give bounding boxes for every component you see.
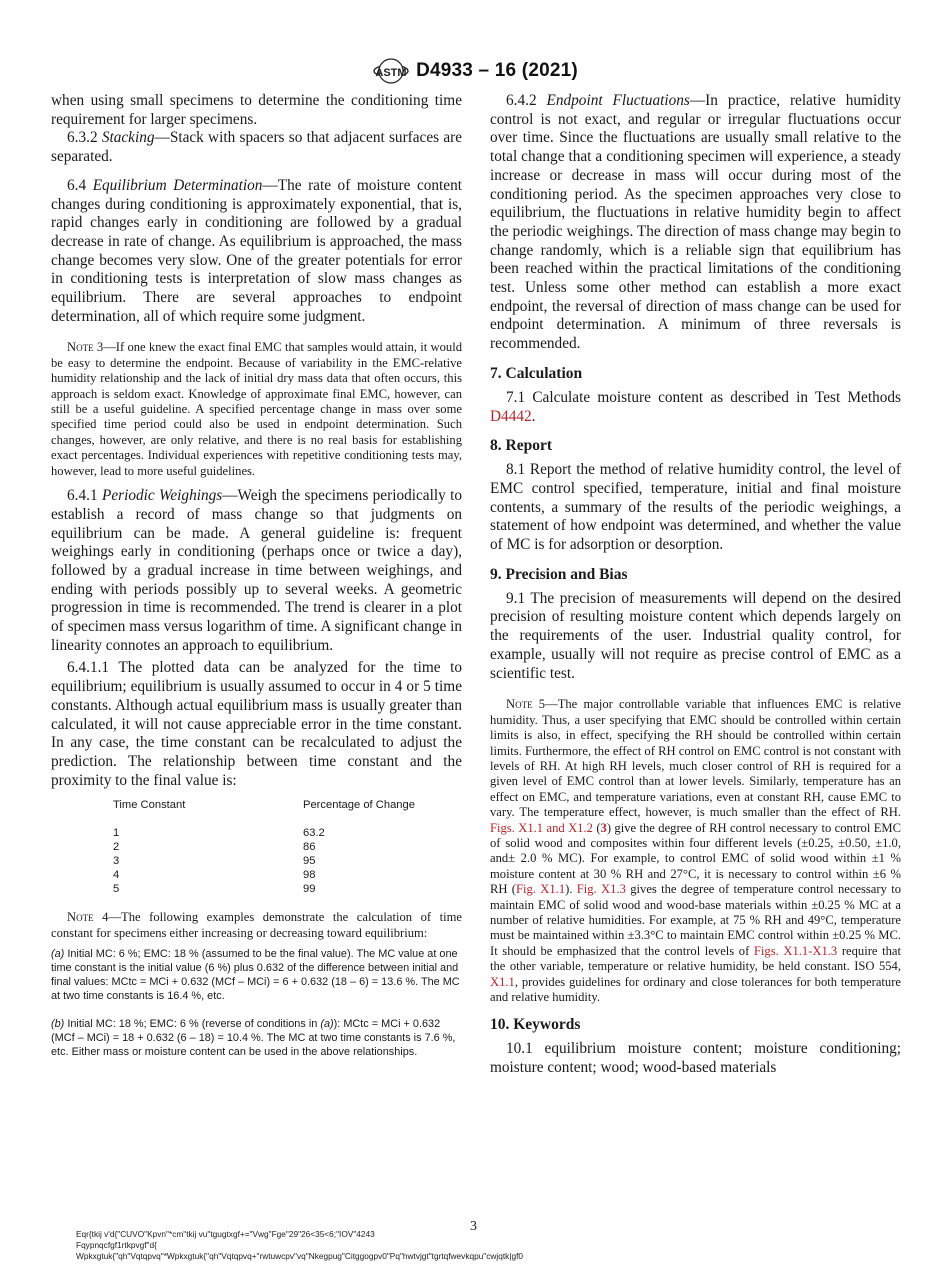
section-text: The plotted data can be analyzed for the time to equilibrium; equilibrium is usually assumed to occur in 4 or 5 time constants. Although actual equilibrium mass is usually greater than calculated, it will not cause appreciable error in the time constant. In any case, the time constant can be recalculated to adjust the prediction. The relationship between time constant and the proximity to the final value is:	[51, 659, 462, 789]
document-title: D4933 – 16 (2021)	[416, 60, 578, 81]
table-cell: 5	[113, 883, 120, 896]
section-title: Endpoint Fluctuations	[546, 92, 690, 109]
punctuation: .	[531, 407, 536, 425]
table-row	[51, 840, 462, 854]
section-9-1: 9.1 The precision of measurements will depend on the desired precision of resulting moisture content which depends largely on the requirements of the user. Industrial quality control, for example, usually will not require as precise control of EMC as a scientific test.	[490, 589, 901, 682]
note-text: require that the other variable, temperature or relative humidity, be held constant. ISO 554,	[490, 943, 901, 974]
section-text: —In practice, relative humidity control is not exact, and regular or irregular fluctuations occur over time. Since the fluctuations are usually small relative to the total change that a conditioning specimen will experience, a steady increase or decrease in mass will occur during most of the conditioning period. As the specimen approaches very close to equilibrium, the fluctuations in relative humidity begin to affect the periodic weighings. The direction of mass change may begin to change randomly, which is a reliable sign that equilibrium has been reached within the practical limitations of the conditioning test. Unless some other method can establish a more exact endpoint, the reversal of direction of mass change can be used for endpoint determination. A minimum of three reversals is recommended.	[490, 92, 901, 353]
license-footer	[76, 1229, 523, 1262]
footer-line: Wpkxgtuk{"qh"Vqtqpvq"*Wpkxgtuk{"qh"Vqtqpvq+"rwtuwcpv"vq"Nkegpug"Citggogpv0"Pq"hwtvjgt"tgrtqfwevkqpu"cwjqtk|gf0	[76, 1251, 523, 1261]
section-6-4-1	[51, 487, 462, 655]
section-title: Stacking	[101, 129, 155, 147]
table-header-cell: Percentage of Change	[303, 799, 415, 812]
note-text: —The major controllable variable that influences EMC is relative humidity. Thus, a user specifying that EMC should be controlled within certain limits is also, in effect, specifying the RH should be controlled within certain limits. Furthermore, the effect of RH control on EMC control is not constant with levels of RH. At high RH levels, much closer control of RH is required for a given level of EMC control than at lower levels. Similarly, temperature has an effect on EMC, and temperature variations, even at constant RH, cause EMC to vary. The temperature effect, however, is much smaller than the effect of RH.	[490, 697, 901, 820]
heading-report: 8. Report	[490, 437, 552, 455]
section-text: 7.1 Calculate moisture content as described in Test Methods	[506, 388, 901, 406]
section-6-4-2	[490, 92, 901, 354]
heading-precision-bias: 9. Precision and Bias	[490, 565, 628, 583]
section-text: —Stack with spacers so that adjacent surfaces are separated.	[51, 129, 462, 166]
note-5	[490, 697, 901, 1005]
right-column	[490, 92, 901, 1078]
section-number: 6.4.1.1	[67, 659, 119, 677]
link-d4442[interactable]: D4442	[490, 407, 532, 425]
paragraph-continued: when using small specimens to determine the conditioning time requirement for larger specimens.	[51, 92, 462, 128]
section-title: Equilibrium Determination	[92, 176, 263, 194]
section-number: 6.4.1	[67, 487, 102, 505]
section-number: 6.4.2	[506, 92, 547, 109]
table-cell: 99	[303, 883, 316, 896]
table-row	[51, 882, 462, 896]
link-x1-1[interactable]: X1.1	[490, 974, 515, 989]
section-6-4-1-1	[51, 659, 462, 790]
section-6-3-2	[51, 129, 462, 166]
section-text: —The rate of moisture content changes during conditioning is approximately exponential, that is, rapid changes early in conditioning are followed by a gradual decrease in rate of change. As equilibrium is approached, the mass change becomes very slow. One of the greater potentials for error in conditioning tests is interpretation of slow mass changes as equilibrium. There are several approaches to endpoint determination, all of which require some judgment.	[51, 176, 462, 325]
table-cell: 3	[113, 855, 120, 868]
section-number: 6.3.2	[67, 129, 102, 147]
time-constant-table	[51, 798, 462, 896]
example-b	[51, 1017, 462, 1059]
note-text: —The following examples demonstrate the calculation of time constant for specimens either increasing or decreasing toward equilibrium:	[51, 910, 462, 940]
example-reference: (a)	[320, 1018, 334, 1031]
table-header-row	[51, 798, 462, 826]
table-cell: 1	[113, 827, 120, 840]
table-row	[51, 826, 462, 840]
section-10-1: 10.1 equilibrium moisture content; moisture conditioning; moisture content; wood; wood-based materials	[490, 1040, 901, 1077]
link-fig-x1-3[interactable]: Fig. X1.3	[576, 882, 626, 897]
note-text: (	[592, 820, 601, 835]
heading-keywords: 10. Keywords	[490, 1016, 581, 1034]
table-row	[51, 868, 462, 882]
section-8-1: 8.1 Report the method of relative humidity control, the level of EMC control specified, temperature, initial and final moisture contents, a summary of the results of the periodic weighings, a statement of how endpoint was determined, and whether the value of MC is for adsorption or desorption.	[490, 461, 901, 554]
link-fig-x1-1[interactable]: Fig. X1.1	[516, 882, 566, 897]
section-6-4	[51, 177, 462, 327]
note-4	[51, 910, 462, 941]
table-cell: 98	[303, 869, 316, 882]
note-text: gives the degree of temperature control necessary to maintain EMC of solid wood and wood-base materials within ±0.25 % MC at a number of relative humidities. For example, at 75 % RH and 49°C, temperature must be maintained within ±3.3°C to maintain EMC control within ±0.25 % MC. It should be emphasized that the control levels of	[490, 882, 902, 958]
table-cell: 86	[303, 841, 316, 854]
table-cell: 95	[303, 855, 316, 868]
link-figs-x1-1-x1-2[interactable]: Figs. X1.1 and X1.2	[490, 820, 593, 835]
example-text: ): MCtc = MCi + 0.632 (MCf – MCi) = 18 + 0.632 (6 – 18) = 10.4 %. The MC at two time constants is 7.6 %, etc. Either mass or moisture content can be used in the above relationships.	[51, 1018, 456, 1059]
section-text: —Weigh the specimens periodically to establish a record of mass change so that judgments on equilibrium can be made. A general guideline is: frequent weighings early in conditioning (perhaps once or twice a day), followed by a gradual increase in time between weighings, and ending with periods possibly up to several weeks. A geometric progression in time is recommended. The trend is clearer in a plot of specimen mass versus logarithm of time. A significant change in linearity connotes an approach to equilibrium.	[51, 487, 462, 654]
example-a	[51, 947, 462, 1003]
table-header-cell: Time Constant	[113, 799, 186, 812]
example-text: Initial MC: 6 %; EMC: 18 % (assumed to be the final value). The MC value at one time constant is the initial value (6 %) plus 0.632 of the difference between initial and final values: MCtc = MCi + 0.632 (MCf – MCi) = 6 + 0.632 (18 – 6) = 13.6 %. The MC at two time constants is 16.4 %, etc.	[51, 948, 460, 1003]
section-title: Periodic Weighings	[101, 487, 223, 505]
page-header	[0, 54, 950, 88]
svg-text:ASTM: ASTM	[375, 67, 407, 79]
footer-line: Fqypnqcfgf1rtkpvgf"d{	[76, 1240, 157, 1250]
table-row	[51, 854, 462, 868]
note-text: ) give the degree of RH control necessary to control EMC of solid wood and composites within four different levels (±0.25, ±0.50, ±1.0, and± 2.0 % MC). For example, to control EMC of solid wood within ±1 % moisture content at 30 % RH and 27°C, it is necessary to control within ±6 % RH (	[490, 820, 902, 897]
note-text: ).	[565, 882, 577, 897]
footer-line: Eqr{tkij v'd{"CUVO"Kpvn"*cm"tkij vu"tgugtxgf+="Vwg"Fge"29"26<35<6;"IOV"4243	[76, 1229, 375, 1239]
note-3	[51, 340, 462, 479]
section-number: 6.4	[67, 176, 93, 194]
example-label: (a)	[51, 948, 65, 961]
note-text: , provides guidelines for ordinary and close tolerances for both temperature and relative humidity.	[490, 974, 901, 1004]
example-label: (b)	[51, 1018, 65, 1031]
table-cell: 2	[113, 841, 120, 854]
page-number: 3	[470, 1219, 477, 1234]
note-text: —If one knew the exact final EMC that samples would attain, it would be easy to determine the endpoint. Because of variability in the EMC-relative humidity relationship and the lack of initial dry mass data that often occurs, this approach is seldom exact. Knowledge of approximate final EMC, however, can still be a useful guideline. A specified percentage change in mass over some specified time period could also be used in endpoint determination. Such changes, however, are only relative, and there is no real basis for establishing exact percentages. Individual experiences with repetitive conditioning tests may, however, lead to more useful guidelines.	[51, 340, 462, 478]
link-reference-3[interactable]: 3	[600, 820, 607, 835]
note-label: Note 3	[67, 340, 104, 355]
example-text: Initial MC: 18 %; EMC: 6 % (reverse of conditions in	[64, 1018, 321, 1031]
table-cell: 4	[113, 869, 120, 882]
note-label: Note 5	[506, 697, 546, 712]
section-7-1	[490, 389, 901, 426]
left-column	[51, 92, 462, 1059]
astm-logo-icon	[372, 55, 410, 87]
table-cell: 63.2	[303, 827, 325, 840]
note-label: Note 4	[67, 910, 109, 925]
link-figs-x1-1-x1-3[interactable]: Figs. X1.1-X1.3	[753, 943, 838, 958]
heading-calculation: 7. Calculation	[490, 364, 583, 382]
